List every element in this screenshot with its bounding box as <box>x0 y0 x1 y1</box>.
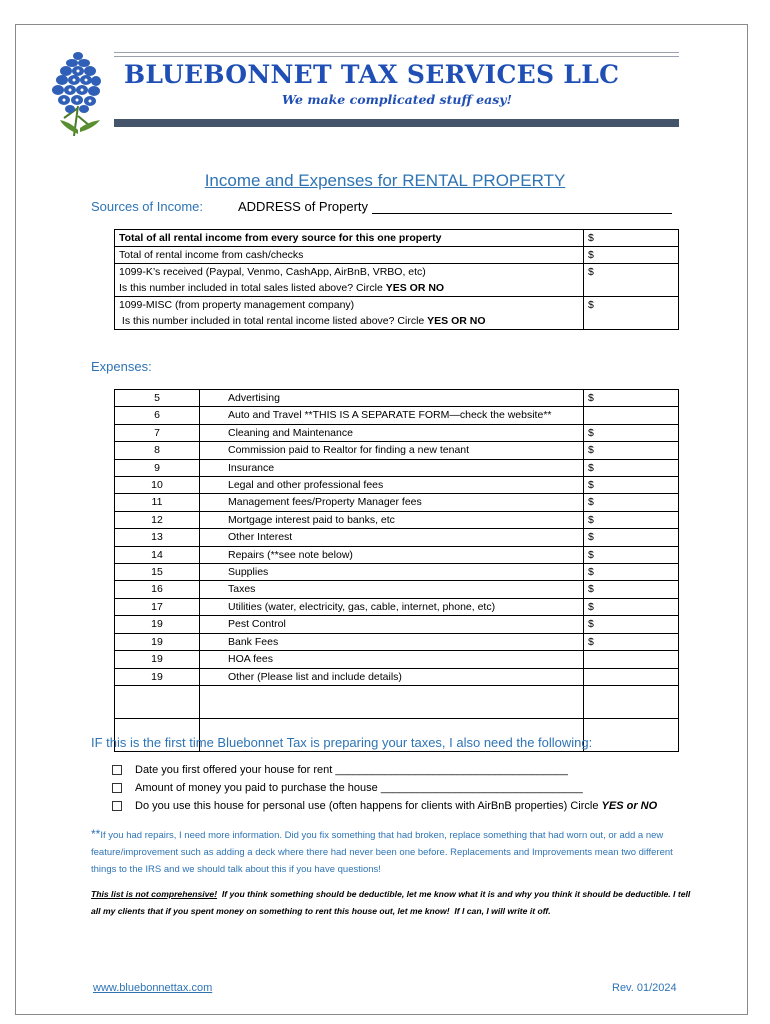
bluebonnet-flower-icon <box>44 46 114 138</box>
expense-amount-cell[interactable]: $ <box>584 494 679 511</box>
expense-description: Taxes <box>200 581 584 598</box>
first-time-heading: IF this is the first time Bluebonnet Tax is preparing your taxes, I also need the following: <box>91 735 593 750</box>
company-tagline: We make complicated stuff easy! <box>282 92 512 107</box>
checklist-item <box>112 764 657 782</box>
expense-row <box>115 494 679 511</box>
checkbox[interactable] <box>112 765 122 775</box>
repairs-note <box>91 826 681 878</box>
expense-description: Commission paid to Realtor for finding a new tenant <box>200 442 584 459</box>
income-desc: Total of all rental income from every source for this one property <box>119 232 442 244</box>
expenses-table <box>114 389 679 752</box>
expenses-table-body <box>115 390 679 752</box>
expense-row <box>115 616 679 633</box>
expenses-label: Expenses: <box>91 359 152 374</box>
checklist-item-text: Do you use this house for personal use (often happens for clients with AirBnB properties) Circle <box>135 800 602 812</box>
income-question <box>119 280 579 296</box>
expense-line-number: 19 <box>115 668 200 685</box>
expense-line-number: 19 <box>115 633 200 650</box>
expense-line-number: 19 <box>115 616 200 633</box>
first-time-checklist <box>112 764 657 818</box>
expense-line-number: 19 <box>115 651 200 668</box>
expense-row <box>115 546 679 563</box>
expense-row <box>115 633 679 650</box>
income-desc: 1099-K’s received (Paypal, Venmo, CashApp, AirBnB, VRBO, etc) <box>119 266 426 278</box>
address-input-line[interactable] <box>372 213 672 214</box>
address-label: ADDRESS of Property <box>238 199 369 214</box>
income-amount-cell[interactable]: $ <box>584 264 679 297</box>
expense-amount-cell[interactable]: $ <box>584 442 679 459</box>
expense-amount-cell[interactable]: $ <box>584 477 679 494</box>
income-desc: 1099-MISC (from property management company) <box>119 299 355 311</box>
disclaimer <box>91 886 691 920</box>
expense-description: Auto and Travel **THIS IS A SEPARATE FORM—check the website** <box>200 407 584 424</box>
income-table <box>114 229 679 330</box>
disclaimer-text: If you think something should be deductible, let me know what it is and why you think it should be deductible. I tell all my clients that if you spent money on something to rent this house out, let me know! If I can, I will write it off. <box>91 889 693 916</box>
checklist-item-text: Date you first offered your house for rent ______________________________________ <box>135 764 568 776</box>
expense-description: Utilities (water, electricity, gas, cable, internet, phone, etc) <box>200 598 584 615</box>
income-desc-cell <box>115 230 584 247</box>
checklist-item <box>112 782 657 800</box>
expense-amount-cell[interactable]: $ <box>584 424 679 441</box>
expense-amount-cell[interactable]: $ <box>584 390 679 407</box>
income-row <box>115 264 679 297</box>
expense-line-number: 9 <box>115 459 200 476</box>
expense-line-number: 17 <box>115 598 200 615</box>
income-row <box>115 297 679 330</box>
expense-line-number: 12 <box>115 511 200 528</box>
header-rule-bottom <box>114 119 679 127</box>
expense-row <box>115 459 679 476</box>
expense-row <box>115 581 679 598</box>
expense-amount-cell[interactable]: $ <box>584 511 679 528</box>
expense-description: HOA fees <box>200 651 584 668</box>
expense-row <box>115 651 679 668</box>
expense-description: Bank Fees <box>200 633 584 650</box>
company-name: BLUEBONNET TAX SERVICES LLC <box>124 60 620 89</box>
income-row <box>115 230 679 247</box>
income-question <box>119 313 579 329</box>
expense-row <box>115 407 679 424</box>
expense-description: Insurance <box>200 459 584 476</box>
expense-line-number: 10 <box>115 477 200 494</box>
yes-or-no-choice[interactable]: YES OR NO <box>385 282 445 294</box>
disclaimer-lead: This list is not comprehensive! <box>91 889 218 899</box>
expense-description: Repairs (**see note below) <box>200 546 584 563</box>
expense-line-number: 6 <box>115 407 200 424</box>
checklist-item-text: Amount of money you paid to purchase the house _________________________________ <box>135 782 583 794</box>
revision-label: Rev. 01/2024 <box>612 982 677 994</box>
expense-amount-cell[interactable] <box>584 407 679 424</box>
expense-row <box>115 529 679 546</box>
expense-line-number: 13 <box>115 529 200 546</box>
expense-description[interactable] <box>200 685 584 718</box>
expense-row <box>115 390 679 407</box>
expense-description: Pest Control <box>200 616 584 633</box>
expense-amount-cell[interactable] <box>584 651 679 668</box>
sources-of-income-label: Sources of Income: <box>91 199 203 214</box>
expense-amount-cell[interactable] <box>584 668 679 685</box>
expense-row <box>115 511 679 528</box>
income-question-text: Is this number included in total rental income listed above? Circle <box>119 315 428 327</box>
expense-amount-cell[interactable]: $ <box>584 633 679 650</box>
expense-amount-cell[interactable]: $ <box>584 598 679 615</box>
income-question-text: Is this number included in total sales listed above? Circle <box>119 282 386 294</box>
expense-amount-cell[interactable] <box>584 685 679 718</box>
expense-row <box>115 564 679 581</box>
expense-amount-cell[interactable]: $ <box>584 529 679 546</box>
expense-amount-cell[interactable]: $ <box>584 616 679 633</box>
income-amount-cell[interactable]: $ <box>584 247 679 264</box>
expense-description: Cleaning and Maintenance <box>200 424 584 441</box>
header-rule-top <box>114 52 679 53</box>
expense-description: Other Interest <box>200 529 584 546</box>
note-text: If you had repairs, I need more information. Did you fix something that had broken, replace something that had worn out, or add a new feature/improvement such as adding a deck where there had never been one before. Replacements and Improvements mean two different things to the IRS and we should talk about this if you have questions! <box>91 830 673 875</box>
income-desc: Total of rental income from cash/checks <box>115 247 584 264</box>
expense-amount-cell[interactable]: $ <box>584 546 679 563</box>
income-desc-cell <box>115 264 584 297</box>
expense-description: Other (Please list and include details) <box>200 668 584 685</box>
expense-line-number: 7 <box>115 424 200 441</box>
expense-description: Mortgage interest paid to banks, etc <box>200 511 584 528</box>
header-rule-top-2 <box>114 56 679 57</box>
income-desc-cell <box>115 297 584 330</box>
document-title-wrap <box>0 171 770 191</box>
expense-line-number <box>115 685 200 718</box>
expense-blank-row <box>115 685 679 718</box>
expense-description: Advertising <box>200 390 584 407</box>
expense-amount-cell[interactable]: $ <box>584 564 679 581</box>
expense-line-number: 5 <box>115 390 200 407</box>
income-row <box>115 247 679 264</box>
expense-row <box>115 668 679 685</box>
yes-or-no-choice[interactable]: YES OR NO <box>427 315 486 327</box>
expense-description: Management fees/Property Manager fees <box>200 494 584 511</box>
checkbox[interactable] <box>112 783 122 793</box>
expense-description: Legal and other professional fees <box>200 477 584 494</box>
expense-amount-cell[interactable]: $ <box>584 581 679 598</box>
expense-line-number: 15 <box>115 564 200 581</box>
expense-description: Supplies <box>200 564 584 581</box>
expense-line-number: 8 <box>115 442 200 459</box>
expense-row <box>115 598 679 615</box>
expense-amount-cell[interactable] <box>584 718 679 751</box>
expense-row <box>115 442 679 459</box>
expense-line-number: 16 <box>115 581 200 598</box>
income-amount-cell[interactable]: $ <box>584 230 679 247</box>
document-title: Income and Expenses for RENTAL PROPERTY <box>204 171 566 190</box>
checklist-item <box>112 800 657 818</box>
note-asterisks: ** <box>91 827 101 841</box>
website-link[interactable]: www.bluebonnettax.com <box>93 982 213 994</box>
income-amount-cell[interactable]: $ <box>584 297 679 330</box>
expense-line-number: 14 <box>115 546 200 563</box>
checkbox[interactable] <box>112 801 122 811</box>
expense-row <box>115 424 679 441</box>
expense-line-number: 11 <box>115 494 200 511</box>
expense-row <box>115 477 679 494</box>
yes-or-no-choice[interactable]: YES or NO <box>601 800 658 812</box>
expense-amount-cell[interactable]: $ <box>584 459 679 476</box>
